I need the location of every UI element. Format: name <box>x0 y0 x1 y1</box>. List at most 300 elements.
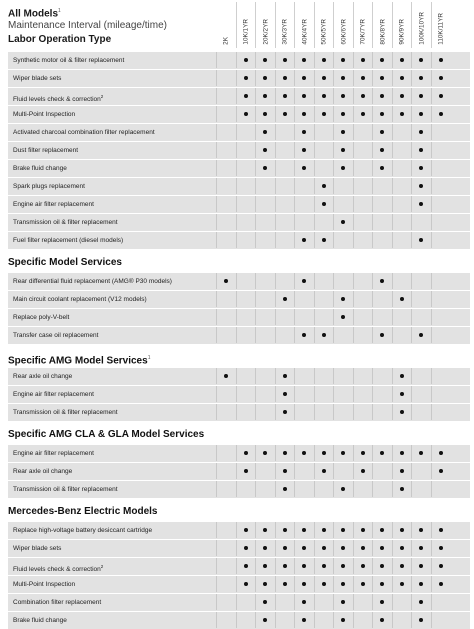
service-cell-empty <box>314 386 333 402</box>
service-cell-empty <box>353 309 372 325</box>
service-due-dot <box>216 273 235 289</box>
service-due-dot <box>333 481 352 497</box>
service-due-dot <box>236 445 255 461</box>
service-row <box>8 558 470 575</box>
service-due-dot <box>392 404 411 420</box>
service-label: Brake fluid change <box>13 165 67 172</box>
service-due-dot <box>294 124 313 140</box>
service-cell-empty <box>236 214 255 230</box>
service-due-dot <box>353 558 372 574</box>
service-due-dot <box>333 106 352 122</box>
service-cell-empty <box>216 232 235 248</box>
service-cell-empty <box>353 594 372 610</box>
service-cell-empty <box>392 124 411 140</box>
service-cell-empty <box>255 327 274 343</box>
service-due-dot <box>294 88 313 104</box>
service-cell-empty <box>216 576 235 592</box>
service-cell-empty <box>216 124 235 140</box>
service-cell-empty <box>294 214 313 230</box>
service-cell-empty <box>294 404 313 420</box>
service-cell-empty <box>314 160 333 176</box>
service-row <box>8 540 470 557</box>
service-cell-empty <box>255 232 274 248</box>
service-cell-empty <box>372 386 391 402</box>
service-due-dot <box>411 540 430 556</box>
service-due-dot <box>294 612 313 628</box>
service-due-dot <box>333 540 352 556</box>
service-cell-empty <box>216 309 235 325</box>
service-due-dot <box>411 124 430 140</box>
service-cell-empty <box>431 291 450 307</box>
service-due-dot <box>314 106 333 122</box>
service-label: Engine air filter replacement <box>13 391 94 398</box>
service-cell-empty <box>236 309 255 325</box>
service-due-dot <box>372 142 391 158</box>
service-cell-empty <box>294 481 313 497</box>
interval-column-label: 30K/3YR <box>281 19 289 45</box>
service-cell-empty <box>275 327 294 343</box>
service-cell-empty <box>216 386 235 402</box>
interval-column-header <box>333 2 353 48</box>
service-label: Engine air filter replacement <box>13 450 94 457</box>
service-row <box>8 196 470 213</box>
service-due-dot <box>255 52 274 68</box>
service-due-dot <box>392 445 411 461</box>
service-due-dot <box>431 70 450 86</box>
service-cell-empty <box>216 327 235 343</box>
service-cell-empty <box>216 612 235 628</box>
service-due-dot <box>333 594 352 610</box>
service-cell-empty <box>353 291 372 307</box>
service-cell-empty <box>431 612 450 628</box>
service-due-dot <box>353 463 372 479</box>
service-due-dot <box>372 612 391 628</box>
service-label: Engine air filter replacement <box>13 201 94 208</box>
service-due-dot <box>411 612 430 628</box>
service-cell-empty <box>333 232 352 248</box>
service-cell-empty <box>353 196 372 212</box>
service-cell-empty <box>216 463 235 479</box>
service-cell-empty <box>353 124 372 140</box>
service-cell-empty <box>236 142 255 158</box>
service-cell-empty <box>294 196 313 212</box>
service-cell-empty <box>333 327 352 343</box>
service-label: Dust filter replacement <box>13 147 79 154</box>
service-cell-empty <box>255 386 274 402</box>
service-cell-empty <box>333 404 352 420</box>
service-due-dot <box>255 88 274 104</box>
interval-column-label: 110K/11YR <box>437 13 445 45</box>
service-label: Rear differential fluid replacement (AMG® P30 models) <box>13 278 172 285</box>
service-due-dot <box>314 88 333 104</box>
service-label: Fluid levels check & correction$^2$ <box>13 94 104 104</box>
service-cell-empty <box>236 273 255 289</box>
service-due-dot <box>353 540 372 556</box>
service-cell-empty <box>294 386 313 402</box>
service-due-dot <box>353 52 372 68</box>
service-cell-empty <box>314 404 333 420</box>
service-due-dot <box>372 124 391 140</box>
service-due-dot <box>236 463 255 479</box>
section-title: Specific Model Services <box>8 257 122 268</box>
service-cell-empty <box>216 52 235 68</box>
service-due-dot <box>353 70 372 86</box>
service-due-dot <box>333 291 352 307</box>
service-cell-empty <box>431 124 450 140</box>
service-cell-empty <box>372 196 391 212</box>
service-due-dot <box>353 445 372 461</box>
service-cell-empty <box>392 327 411 343</box>
service-due-dot <box>353 88 372 104</box>
service-due-dot <box>392 386 411 402</box>
service-cell-empty <box>372 481 391 497</box>
service-cell-empty <box>314 612 333 628</box>
service-due-dot <box>236 558 255 574</box>
service-due-dot <box>314 52 333 68</box>
service-due-dot <box>431 576 450 592</box>
service-cell-empty <box>216 88 235 104</box>
interval-column-label: 40K/4YR <box>301 19 308 45</box>
service-due-dot <box>236 522 255 538</box>
service-cell-empty <box>275 160 294 176</box>
service-row <box>8 232 470 249</box>
service-cell-empty <box>236 160 255 176</box>
service-due-dot <box>372 445 391 461</box>
service-cell-empty <box>431 178 450 194</box>
service-due-dot <box>411 576 430 592</box>
service-cell-empty <box>353 178 372 194</box>
service-cell-empty <box>353 612 372 628</box>
service-due-dot <box>411 106 430 122</box>
header-subtitle: Maintenance Interval (mileage/time) <box>8 20 167 31</box>
service-due-dot <box>372 522 391 538</box>
service-due-dot <box>294 558 313 574</box>
service-cell-empty <box>236 612 255 628</box>
service-cell-empty <box>353 214 372 230</box>
service-cell-empty <box>372 178 391 194</box>
service-row <box>8 309 470 326</box>
service-due-dot <box>314 70 333 86</box>
service-due-dot <box>236 88 255 104</box>
service-due-dot <box>255 594 274 610</box>
service-cell-empty <box>333 368 352 384</box>
service-due-dot <box>275 481 294 497</box>
service-due-dot <box>236 576 255 592</box>
service-due-dot <box>392 540 411 556</box>
service-cell-empty <box>353 327 372 343</box>
interval-column-label: 20K/2YR <box>262 19 269 45</box>
service-due-dot <box>275 404 294 420</box>
service-due-dot <box>392 522 411 538</box>
service-cell-empty <box>392 273 411 289</box>
service-cell-empty <box>216 522 235 538</box>
header-title: All Models$^1$ <box>8 8 61 20</box>
service-cell-empty <box>314 273 333 289</box>
service-due-dot <box>411 558 430 574</box>
service-cell-empty <box>411 309 430 325</box>
section-title: Mercedes-Benz Electric Models <box>8 506 158 517</box>
interval-column-label: 90K/9YR <box>398 19 406 45</box>
service-due-dot <box>411 232 430 248</box>
service-row <box>8 70 470 87</box>
service-due-dot <box>333 70 352 86</box>
service-cell-empty <box>411 463 430 479</box>
service-due-dot <box>392 52 411 68</box>
service-cell-empty <box>275 594 294 610</box>
service-cell-empty <box>392 232 411 248</box>
service-cell-empty <box>275 196 294 212</box>
service-due-dot <box>294 445 313 461</box>
service-due-dot <box>392 481 411 497</box>
service-label: Transmission oil & filter replacement <box>13 486 118 493</box>
service-cell-empty <box>236 178 255 194</box>
service-cell-empty <box>255 178 274 194</box>
service-row <box>8 327 470 344</box>
service-due-dot <box>294 273 313 289</box>
service-due-dot <box>314 540 333 556</box>
service-due-dot <box>275 445 294 461</box>
service-cell-empty <box>255 404 274 420</box>
service-cell-empty <box>236 327 255 343</box>
service-due-dot <box>411 522 430 538</box>
service-due-dot <box>333 576 352 592</box>
service-due-dot <box>275 52 294 68</box>
service-due-dot <box>275 540 294 556</box>
service-due-dot <box>411 70 430 86</box>
service-due-dot <box>411 52 430 68</box>
service-cell-empty <box>392 196 411 212</box>
service-due-dot <box>236 540 255 556</box>
service-cell-empty <box>411 481 430 497</box>
service-label: Brake fluid change <box>13 617 67 624</box>
service-due-dot <box>255 522 274 538</box>
service-due-dot <box>255 612 274 628</box>
service-cell-empty <box>275 124 294 140</box>
service-label: Multi-Point Inspection <box>13 111 76 118</box>
service-label: Replace high-voltage battery desiccant cartridge <box>13 527 153 534</box>
service-cell-empty <box>236 386 255 402</box>
service-due-dot <box>431 106 450 122</box>
service-due-dot <box>255 124 274 140</box>
service-due-dot <box>392 70 411 86</box>
service-cell-empty <box>275 142 294 158</box>
service-due-dot <box>294 142 313 158</box>
service-due-dot <box>294 70 313 86</box>
service-cell-empty <box>431 481 450 497</box>
service-cell-empty <box>353 160 372 176</box>
service-cell-empty <box>333 463 352 479</box>
service-cell-empty <box>392 214 411 230</box>
service-label: Combination filter replacement <box>13 599 102 606</box>
service-due-dot <box>255 540 274 556</box>
service-due-dot <box>353 522 372 538</box>
service-due-dot <box>314 463 333 479</box>
service-due-dot <box>411 327 430 343</box>
service-due-dot <box>372 327 391 343</box>
service-row <box>8 52 470 69</box>
interval-column-header <box>216 2 236 48</box>
service-label: Transfer case oil replacement <box>13 332 99 339</box>
service-due-dot <box>294 522 313 538</box>
service-cell-empty <box>216 594 235 610</box>
service-due-dot <box>353 106 372 122</box>
service-cell-empty <box>255 214 274 230</box>
interval-column-header <box>294 2 314 48</box>
service-row <box>8 612 470 629</box>
service-due-dot <box>431 463 450 479</box>
service-due-dot <box>314 558 333 574</box>
service-due-dot <box>333 445 352 461</box>
section-title: Specific AMG CLA & GLA Model Services <box>8 429 205 440</box>
service-cell-empty <box>411 273 430 289</box>
section-title: Specific AMG Model Services$^1$ <box>8 355 151 367</box>
service-due-dot <box>255 142 274 158</box>
service-due-dot <box>314 178 333 194</box>
service-row <box>8 522 470 539</box>
service-cell-empty <box>236 291 255 307</box>
service-cell-empty <box>236 232 255 248</box>
service-label: Synthetic motor oil & filter replacement <box>13 57 125 64</box>
service-due-dot <box>392 88 411 104</box>
service-due-dot <box>275 386 294 402</box>
service-due-dot <box>236 106 255 122</box>
interval-column-header <box>392 2 412 48</box>
service-cell-empty <box>431 160 450 176</box>
service-cell-empty <box>431 327 450 343</box>
service-due-dot <box>236 52 255 68</box>
service-row <box>8 481 470 498</box>
service-cell-empty <box>372 463 391 479</box>
service-due-dot <box>411 196 430 212</box>
service-label: Activated charcoal combination filter replacement <box>13 129 155 136</box>
service-due-dot <box>314 327 333 343</box>
service-cell-empty <box>236 404 255 420</box>
service-cell-empty <box>236 594 255 610</box>
service-cell-empty <box>333 386 352 402</box>
service-due-dot <box>236 70 255 86</box>
service-due-dot <box>353 576 372 592</box>
service-row <box>8 178 470 195</box>
service-cell-empty <box>216 214 235 230</box>
service-label: Wiper blade sets <box>13 545 62 552</box>
service-due-dot <box>255 70 274 86</box>
service-row <box>8 142 470 159</box>
service-cell-empty <box>353 368 372 384</box>
service-due-dot <box>392 368 411 384</box>
service-due-dot <box>294 327 313 343</box>
service-label: Replace poly-V-belt <box>13 314 70 321</box>
service-cell-empty <box>353 273 372 289</box>
interval-column-header <box>255 2 275 48</box>
service-due-dot <box>216 368 235 384</box>
service-due-dot <box>275 88 294 104</box>
service-cell-empty <box>275 178 294 194</box>
service-label: Transmission oil & filter replacement <box>13 219 118 226</box>
service-cell-empty <box>431 386 450 402</box>
service-row <box>8 214 470 231</box>
service-due-dot <box>333 52 352 68</box>
service-cell-empty <box>314 124 333 140</box>
service-cell-empty <box>314 291 333 307</box>
interval-column-label: 50K/5YR <box>320 19 328 45</box>
service-label: Fuel filter replacement (diesel models) <box>13 237 124 244</box>
service-cell-empty <box>216 291 235 307</box>
service-cell-empty <box>392 178 411 194</box>
service-due-dot <box>392 291 411 307</box>
service-cell-empty <box>353 142 372 158</box>
service-due-dot <box>314 445 333 461</box>
service-due-dot <box>294 232 313 248</box>
interval-column-label: 70K/7YR <box>359 19 367 45</box>
service-due-dot <box>372 540 391 556</box>
service-due-dot <box>392 463 411 479</box>
service-due-dot <box>372 273 391 289</box>
service-cell-empty <box>372 309 391 325</box>
service-cell-empty <box>333 196 352 212</box>
service-cell-empty <box>431 142 450 158</box>
service-cell-empty <box>353 481 372 497</box>
service-cell-empty <box>431 368 450 384</box>
service-due-dot <box>372 106 391 122</box>
service-cell-empty <box>275 612 294 628</box>
service-due-dot <box>275 368 294 384</box>
service-due-dot <box>333 522 352 538</box>
service-row <box>8 291 470 308</box>
service-label: Spark plugs replacement <box>13 183 85 190</box>
service-due-dot <box>314 522 333 538</box>
service-cell-empty <box>314 214 333 230</box>
service-cell-empty <box>431 309 450 325</box>
service-label: Transmission oil & filter replacement <box>13 409 118 416</box>
interval-column-header <box>314 2 334 48</box>
service-cell-empty <box>431 594 450 610</box>
service-due-dot <box>314 576 333 592</box>
service-due-dot <box>333 214 352 230</box>
service-due-dot <box>372 576 391 592</box>
service-cell-empty <box>216 481 235 497</box>
service-row <box>8 368 470 385</box>
service-cell-empty <box>255 196 274 212</box>
service-cell-empty <box>236 124 255 140</box>
service-cell-empty <box>216 558 235 574</box>
service-row <box>8 594 470 611</box>
service-label: Rear axle oil change <box>13 373 73 380</box>
service-due-dot <box>392 106 411 122</box>
service-cell-empty <box>236 368 255 384</box>
service-cell-empty <box>255 368 274 384</box>
service-cell-empty <box>411 386 430 402</box>
service-cell-empty <box>431 404 450 420</box>
service-due-dot <box>275 558 294 574</box>
service-cell-empty <box>431 196 450 212</box>
service-row <box>8 404 470 421</box>
service-due-dot <box>333 612 352 628</box>
service-row <box>8 106 470 123</box>
service-row <box>8 386 470 403</box>
service-label: Fluid levels check & correction$^2$ <box>13 564 104 574</box>
service-cell-empty <box>392 594 411 610</box>
service-cell-empty <box>275 309 294 325</box>
interval-column-label: 100K/10YR <box>418 12 425 45</box>
interval-column-header <box>431 2 451 48</box>
service-due-dot <box>333 88 352 104</box>
service-cell-empty <box>431 214 450 230</box>
service-due-dot <box>275 291 294 307</box>
interval-column-header <box>236 2 256 48</box>
service-cell-empty <box>372 232 391 248</box>
service-due-dot <box>275 463 294 479</box>
service-due-dot <box>411 142 430 158</box>
